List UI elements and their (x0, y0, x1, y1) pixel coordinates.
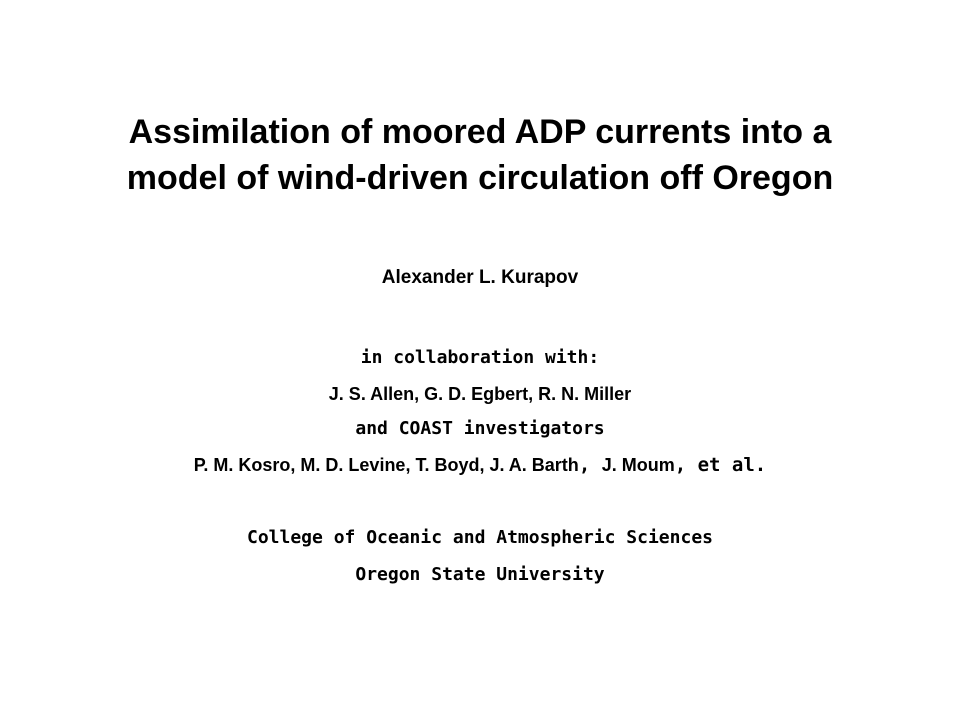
college-name: College of Oceanic and Atmospheric Sciences (247, 527, 713, 548)
coast-investigators-line: and COAST investigators (355, 418, 605, 439)
title-line-1: Assimilation of moored ADP currents into a (128, 113, 832, 151)
investigators-separator-2: , (674, 454, 698, 476)
collaborators-list: J. S. Allen, G. D. Egbert, R. N. Miller (328, 384, 632, 404)
investigators-part-a: P. M. Kosro, M. D. Levine, T. Boyd, J. A. Barth (193, 455, 579, 475)
university-name: Oregon State University (355, 564, 605, 585)
investigators-list (0, 453, 960, 477)
author-name: Alexander L. Kurapov (381, 267, 579, 288)
collaboration-intro: in collaboration with: (360, 347, 600, 368)
investigators-part-b: J. Moum (601, 455, 675, 475)
investigators-separator-1: , (578, 454, 602, 476)
title-line-2: model of wind-driven circulation off Oregon (126, 159, 834, 197)
investigators-et-al: et al. (697, 454, 767, 476)
